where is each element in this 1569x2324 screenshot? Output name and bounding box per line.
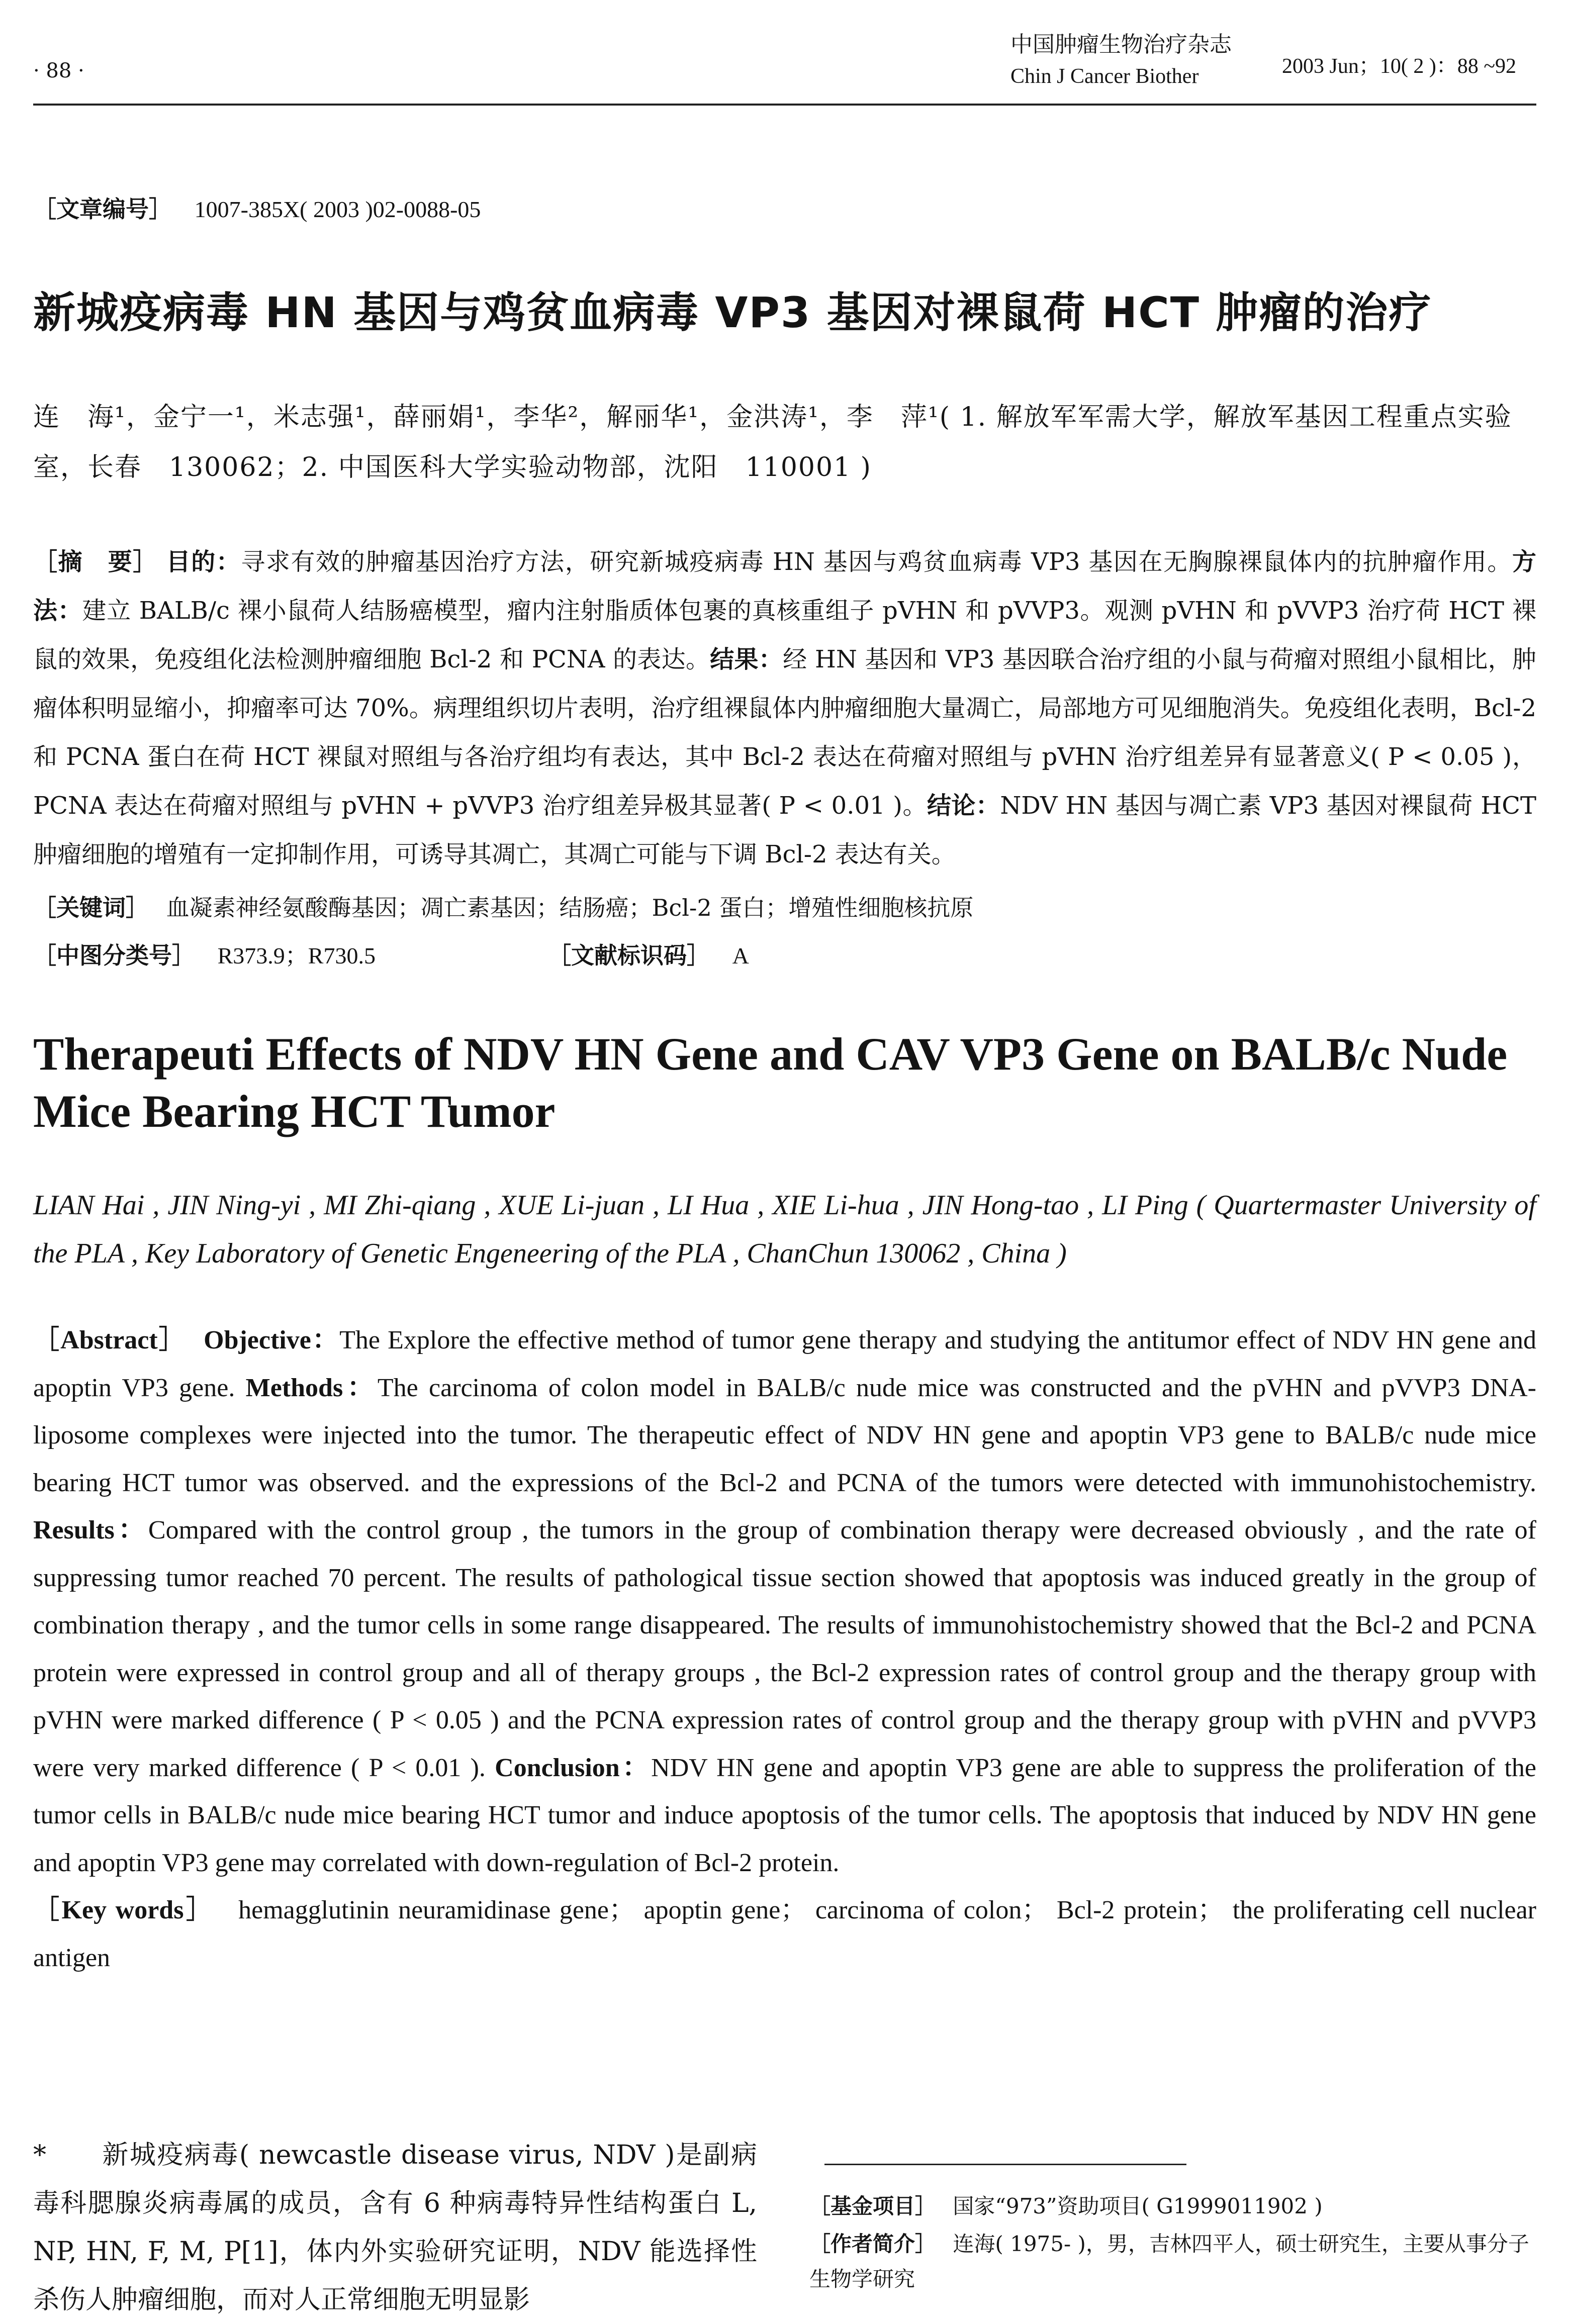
footnote-fund [809,2189,1538,2224]
abstract-en-methods-label: Methods： [245,1373,378,1402]
doc-code [548,937,749,971]
abstract-en-results: Compared with the control group , the tumors in the group of combination therapy were decreased obviously , and the rate of suppressing tumor reached 70 percent. The results of pathological tissue section showed that apoptosis was induced greatly in the group of combination therapy , and the tumor cells in some range disappeared. The results of immunohistochemistry showed that the Bcl-2 and PCNA protein were expressed in control group and all of therapy groups , the Bcl-2 expression rates of control group and the therapy group with pVHN were marked difference ( P < 0.05 ) and the PCNA expression rates of control group and the therapy group with pVHN and pVVP3 were very marked difference ( P < 0.01 ). [33,1516,1537,1782]
abstract-en-results-label: Results： [33,1516,148,1544]
doc-code-value: A [732,943,749,969]
abstract-en-conclusion-label: Conclusion： [495,1753,652,1782]
abstract-en-objective: The Explore the effective method of tumor gene therapy and studying the antitumor effect of NDV HN gene and apoptin VP3 gene. [33,1326,1536,1402]
keywords-cn-value: 血凝素神经氨酸酶基因；凋亡素基因；结肠癌；Bcl-2 蛋白；增殖性细胞核抗原 [166,894,974,921]
abstract-en [33,1317,1536,1982]
abstract-cn-objective-label: 目的： [166,548,241,576]
author-bio-label: ［作者简介］ [809,2232,937,2256]
title-en: Therapeuti Effects of NDV HN Gene and CAV VP3 Gene on BALB/c Nude Mice Bearing HCT Tumor [33,1028,1508,1137]
article-id-value: 1007-385X( 2003 )02-0088-05 [194,197,481,222]
abstract-cn-conclusion-label: 结论： [927,792,1000,820]
authors-en: LIAN Hai , JIN Ning-yi , MI Zhi-qiang , XUE Li-juan , LI Hua , XIE Li-hua , JIN Hong-tao , LI Ping ( Quartermaster University of the PLA , Key Laboratory of Genetic Engeneering of the PLA , ChanChun 130062 , China ) [33,1190,1536,1269]
abstract-cn-objective: 寻求有效的肿瘤基因治疗方法，研究新城疫病毒 HN 基因与鸡贫血病毒 VP3 基因在无胸腺裸鼠体内的抗肿瘤作用。 [241,548,1512,576]
journal-name-en: Chin J Cancer Biother [1010,65,1199,88]
abstract-cn-methods: 建立 BALB/c 裸小鼠荷人结肠癌模型，瘤内注射脂质体包裹的真核重组子 pVHN 和 pVVP3。观测 pVHN 和 pVVP3 治疗荷 HCT 裸鼠的效果，免疫组化法检测肿瘤细胞 Bcl-2 和 PCNA 的表达。 [33,597,1536,673]
abstract-en-label: ［Abstract］ [33,1326,186,1354]
title-cn: 新城疫病毒 HN 基因与鸡贫血病毒 VP3 基因对裸鼠荷 HCT 肿瘤的治疗 [33,288,1432,337]
author-bio-value: 连海( 1975- )，男，吉林四平人，硕士研究生，主要从事分子生物学研究 [809,2232,1529,2291]
fund-label: ［基金项目］ [809,2194,937,2218]
abstract-cn-results: 经 HN 基因和 VP3 基因联合治疗组的小鼠与荷瘤对照组小鼠相比，肿瘤体积明显缩小，抑瘤率可达 70%。病理组织切片表明，治疗组裸鼠体内肿瘤细胞大量凋亡，局部地方可见细胞消失。免疫组化表明，Bcl-2 和 PCNA 蛋白在荷 HCT 裸鼠对照组与各治疗组均有表达，其中 Bcl-2 表达在荷瘤对照组与 pVHN 治疗组差异有显著意义( P < 0.05 )，PCNA 表达在荷瘤对照组与 pVHN + pVVP3 治疗组差异极其显著( P < 0.01 )。 [33,645,1536,820]
footnote-author [809,2226,1538,2297]
header-rule [33,104,1536,106]
journal-name-cn: 中国肿瘤生物治疗杂志 [1010,32,1232,57]
clc-value: R373.9；R730.5 [217,943,376,969]
classification [33,937,376,971]
abstract-cn-results-label: 结果： [710,645,783,673]
body-text-cn: * 新城疫病毒( newcastle disease virus, NDV )是副病毒科腮腺炎病毒属的成员，含有 6 种病毒特异性结构蛋白 L, NP, HN, F, M, P[1]，体内外实验研究证明，NDV 能选择性杀伤人肿瘤细胞，而对人正常细胞无明显影 [33,2140,757,2315]
abstract-cn [33,538,1536,879]
article-id [33,191,481,224]
keywords-en-label: ［Key words］ [33,1896,215,1924]
footnote-rule [824,2164,1186,2165]
abstract-cn-label: ［摘 要］ [33,548,158,576]
doc-code-label: ［文献标识码］ [548,942,710,969]
abstract-cn-methods-label: 方法： [33,548,1536,625]
journal-issue: 2003 Jun；10( 2 )：88 ~92 [1282,55,1517,78]
keywords-en-value: hemagglutinin neuramidinase gene； apoptin gene； carcinoma of colon； Bcl-2 protein； the proliferating cell nuclear antigen [33,1896,1536,1972]
keywords-cn-label: ［关键词］ [33,894,149,921]
abstract-en-objective-label: Objective： [204,1326,340,1354]
fund-value: 国家“973”资助项目( G1999011902 ) [953,2194,1323,2218]
authors-cn: 连 海¹，金宁一¹，米志强¹，薛丽娟¹，李华²，解丽华¹，金洪涛¹，李 萍¹( 1. 解放军军需大学，解放军基因工程重点实验室，长春 130062；2. 中国医科大学实验动物部，沈阳 110001 ) [33,402,1512,482]
keywords-cn [33,890,973,923]
abstract-en-conclusion: NDV HN gene and apoptin VP3 gene are able to suppress the proliferation of the tumor cells in BALB/c nude mice bearing HCT tumor and induce apoptosis of the tumor cells. The apoptosis that induced by NDV HN gene and apoptin VP3 gene may correlated with down-regulation of Bcl-2 protein. [33,1753,1536,1877]
article-id-label: ［文章编号］ [33,196,172,223]
clc-label: ［中图分类号］ [33,942,195,969]
abstract-en-methods: The carcinoma of colon model in BALB/c nude mice was constructed and the pVHN and pVVP3 DNA-liposome complexes were injected into the tumor. The therapeutic effect of NDV HN gene and apoptin VP3 gene to BALB/c nude mice bearing HCT tumor was observed. and the expressions of the Bcl-2 and PCNA of the tumors were detected with immunohistochemistry. [33,1373,1537,1497]
page-number: · 88 · [33,59,84,82]
abstract-cn-conclusion: NDV HN 基因与凋亡素 VP3 基因对裸鼠荷 HCT 肿瘤细胞的增殖有一定抑制作用，可诱导其凋亡，其凋亡可能与下调 Bcl-2 表达有关。 [33,792,1536,868]
